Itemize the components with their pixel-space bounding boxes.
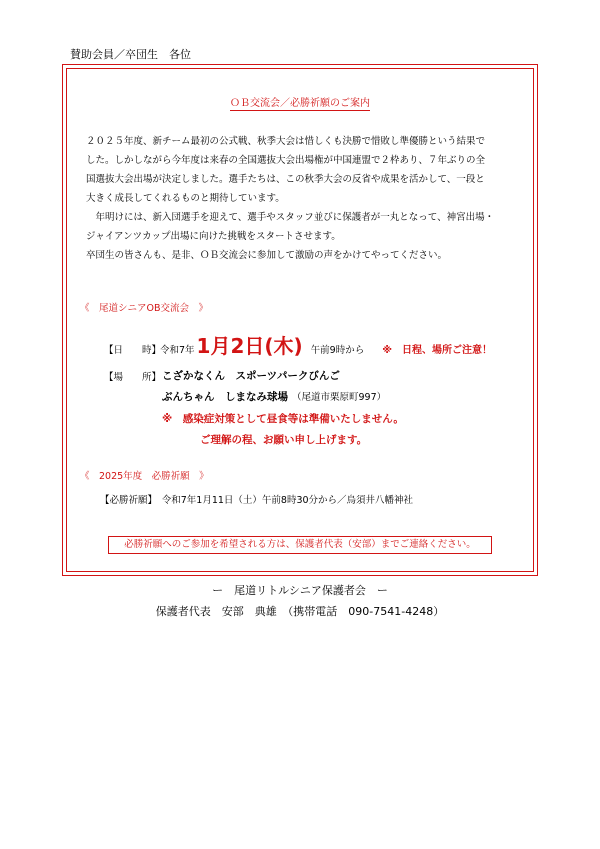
date-label: 【日 時】 bbox=[104, 345, 162, 356]
footer-contact: 保護者代表 安部 典雄 （携帯電話 090-7541-4248） bbox=[155, 605, 445, 618]
venue-name-2: ぶんちゃん しまなみ球場 bbox=[162, 391, 288, 403]
event-time: 午前9時から bbox=[310, 345, 365, 356]
date-era: 令和7年 bbox=[160, 345, 195, 356]
prayer-details: 【必勝祈願】 令和7年1月11日（土）午前8時30分から／烏須井八幡神社 bbox=[100, 495, 414, 506]
venue-address: （尾道市栗原町997） bbox=[292, 392, 387, 403]
lunch-note: ※ 感染症対策として昼食等は準備いたしません。 bbox=[162, 413, 404, 425]
body-paragraph-line: した。しかしながら今年度は来春の全国選抜大会出場権が中国連盟で２枠あり、７年ぶりの全 bbox=[86, 155, 486, 166]
event-date: 1月2日(木) bbox=[196, 334, 303, 358]
ob-section-heading: 《 尾道シニアOB交流会 》 bbox=[80, 303, 208, 314]
notice-title bbox=[0, 94, 600, 109]
body-paragraph-line: ２０２５年度、新チーム最初の公式戦、秋季大会は惜しくも決勝で惜敗し準優勝という結果で bbox=[86, 136, 486, 147]
body-paragraph-line: ジャイアンツカップ出場に向けた挑戦をスタートさせます。 bbox=[86, 231, 341, 242]
notice-title-text: ＯＢ交流会／必勝祈願のご案内 bbox=[230, 98, 370, 109]
body-paragraph-line: 年明けには、新入団選手を迎えて、選手やスタッフ並びに保護者が一丸となって、神宮出場・ bbox=[86, 212, 495, 223]
ob-date-row bbox=[104, 330, 492, 358]
place-label: 【場 所】 bbox=[104, 372, 162, 383]
understanding-note: ご理解の程、お願い申し上げます。 bbox=[200, 434, 368, 446]
addressee: 賛助会員／卒団生 各位 bbox=[70, 48, 191, 61]
body-paragraph-line: 卒団生の皆さんも、是非、ＯＢ交流会に参加して激励の声をかけてやってください。 bbox=[86, 250, 448, 261]
contact-note-box bbox=[108, 536, 492, 554]
contact-note-text: 必勝祈願へのご参加を希望される方は、保護者代表（安部）までご連絡ください。 bbox=[124, 539, 476, 550]
body-paragraph-line: 大きく成長してくれるものと期待しています。 bbox=[86, 193, 285, 204]
body-paragraph-line: 国選抜大会出場が決定しました。選手たちは、この秋季大会の反省や成果を活かして、一段と bbox=[86, 174, 485, 185]
footer-organization: ー 尾道リトルシニア保護者会 ー bbox=[212, 584, 388, 597]
venue-name-1: こざかなくん スポーツパークびんご bbox=[162, 370, 340, 382]
date-warning: ※ 日程、場所ご注意！ bbox=[382, 345, 492, 356]
prayer-section-heading: 《 2025年度 必勝祈願 》 bbox=[80, 471, 209, 482]
venue-2 bbox=[162, 389, 386, 404]
